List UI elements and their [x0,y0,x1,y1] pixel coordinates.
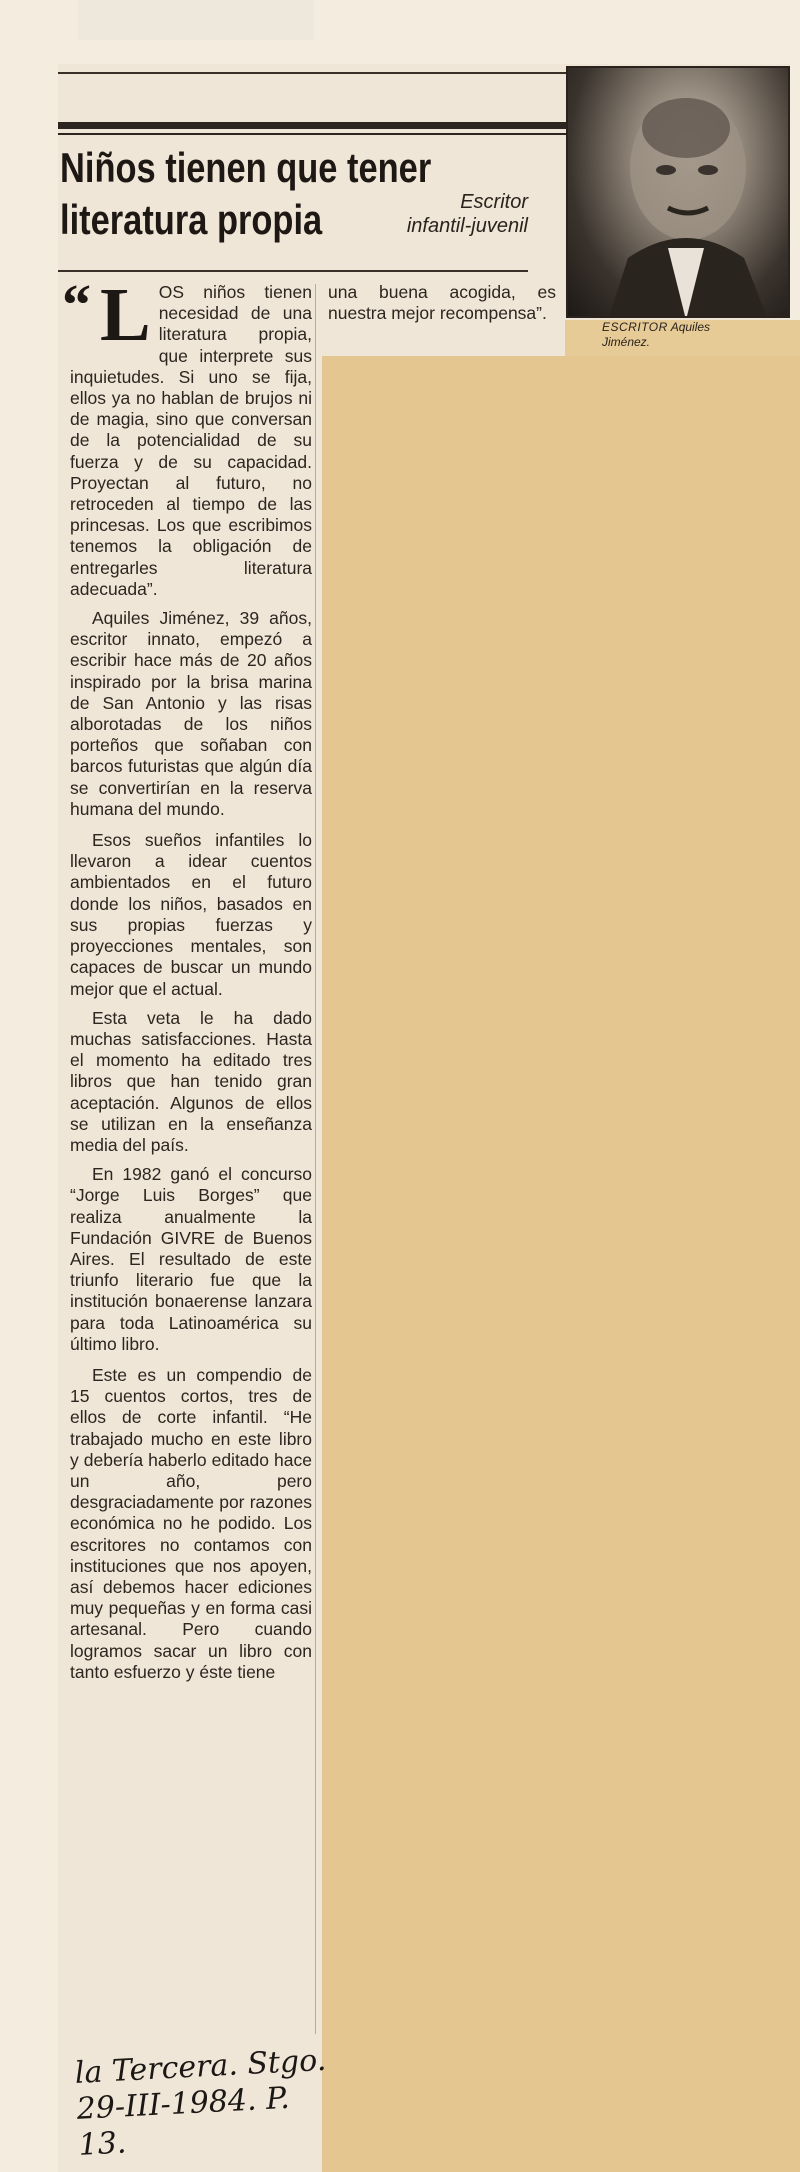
column-divider [315,284,316,2034]
top-blank-strip [78,0,314,40]
drop-cap: L [100,273,151,357]
kicker-line-2: infantil-juvenil [406,215,528,237]
paragraph-2: Aquiles Jiménez, 39 años, escritor innato, empezó a escribir hace más de 20 años inspirado por la brisa marina de San Antonio y las risas alborotadas de los niños porteños que soñaban con barcos futuristas que algún día se convertirían en la reserva humana del mundo. [70,608,312,819]
kicker-line-1: Escritor [460,191,528,213]
kicker [368,190,528,238]
headline [60,142,432,246]
handwritten-line-2: 29-III-1984. P. 13. [75,2080,291,2163]
portrait-image [568,68,790,318]
caption-label: ESCRITOR [602,320,668,334]
photo-caption [602,320,782,350]
header-rule-bottom [58,270,528,272]
article-column-1 [62,272,312,1691]
handwritten-source-note [74,2042,339,2163]
handwritten-line-1: la Tercera. Stgo. [74,2042,328,2091]
header-rule-thin [58,133,568,135]
paragraph-4: Esta veta le ha dado muchas satisfacciones. Hasta el momento ha editado tres libros que han tenido gran aceptación. Algunos de ellos se utilizan en la enseñanza media del país. [70,1007,312,1155]
paragraph-7: una buena acogida, es nuestra mejor recompensa”. [328,282,556,324]
opening-quote-mark: “ [62,272,91,337]
article-column-2 [328,282,556,332]
header-rule-top [58,72,568,74]
paragraph-1: OS niños tienen necesidad de una literatura propia, que interprete sus inquietudes. Si uno se fija, ellos ya no hablan de brujos ni de magia, sino que conversan de la potencialidad de su fuerza y de su capacidad. Proyectan al futuro, no retroceden al tiempo de las princesas. Los que escribimos tenemos la obligación de entregarles literatura adecuada”. [70,282,312,599]
opening-paragraph [62,272,312,600]
caption-name-1: Aquiles [670,320,711,334]
headline-line-1: Niños tienen que tener [60,144,432,191]
paragraph-3: Esos sueños infantiles lo llevaron a idear cuentos ambientados en el futuro donde los niños, basados en sus propias fuerzas y proyecciones mentales, son capaces de buscar un mundo mejor que el actual. [70,830,312,999]
paragraph-6: Este es un compendio de 15 cuentos cortos, tres de ellos de corte infantil. “He trabajado mucho en este libro y debería haberlo editado hace un año, pero desgraciadamente por razones económica no he podido. Los escritores no contamos con instituciones que nos apoyen, así debemos hacer ediciones muy pequeñas y en forma casi artesanal. Pero cuando logramos sacar un libro con tanto esfuerzo y éste tiene [70,1364,312,1682]
header-rule-thick [58,122,568,129]
tan-background-area [322,356,800,2172]
author-photo [566,66,790,318]
paragraph-5: En 1982 ganó el concurso “Jorge Luis Borges” que realiza anualmente la Fundación GIVRE de Buenos Aires. El resultado de este triunfo literario fue que la institución bonaerense lanzara para toda Latinoamérica su último libro. [70,1164,312,1354]
headline-line-2: literatura propia [60,196,323,243]
caption-name-2: Jiménez. [602,335,651,349]
